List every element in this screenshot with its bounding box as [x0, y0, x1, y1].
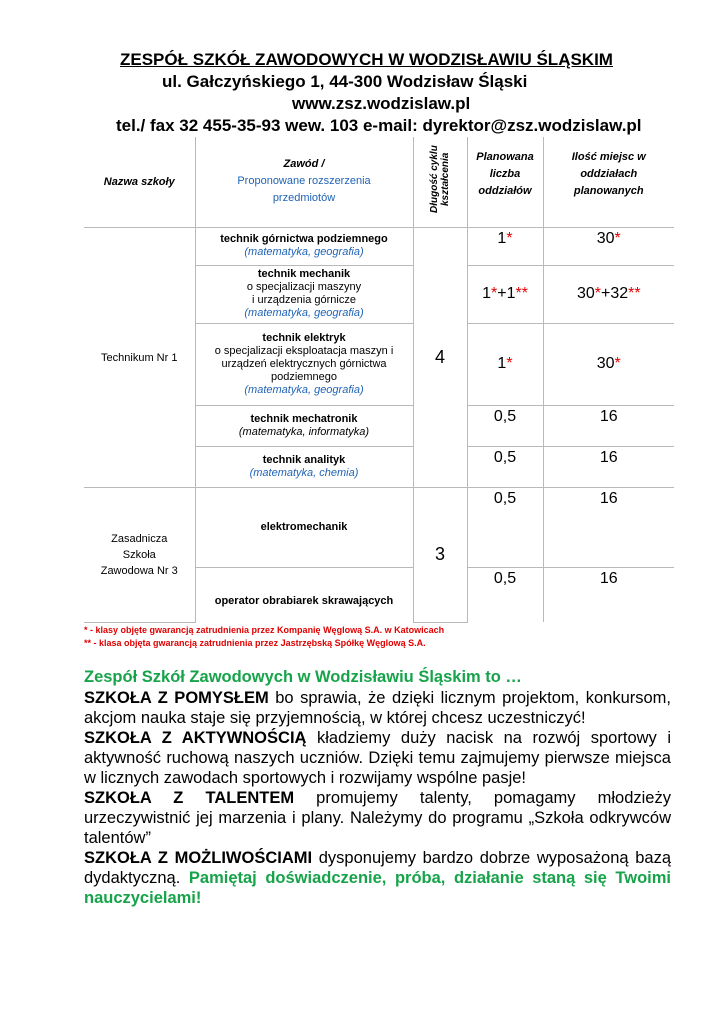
places-cell: 16	[543, 567, 674, 622]
schools-table	[84, 137, 674, 623]
col-header-classes: Planowana liczba oddziałów	[467, 137, 543, 227]
job-cell: elektromechanik	[195, 487, 413, 567]
job-cell: technik mechanik o specjalizacji maszyny i urządzenia górnicze (matematyka, geografia)	[195, 265, 413, 323]
job-cell: operator obrabiarek skrawających	[195, 567, 413, 622]
classes-cell: 1*	[467, 227, 543, 265]
col-header-job: Zawód / Proponowane rozszerzenia przedmiotów	[195, 137, 413, 227]
classes-cell: 1*+1**	[467, 265, 543, 323]
school-website[interactable]: www.zsz.wodzislaw.pl	[292, 94, 471, 113]
table-row	[84, 487, 674, 567]
school-technikum: Technikum Nr 1	[84, 227, 195, 487]
job-cell: technik elektryk o specjalizacji eksploatacja maszyn i urządzeń elektrycznych górnictwa podziemnego (matematyka, geografia)	[195, 323, 413, 405]
table-header-row	[84, 137, 674, 227]
col-header-school: Nazwa szkoły	[84, 137, 195, 227]
cycle-technikum: 4	[413, 227, 467, 487]
places-cell: 16	[543, 446, 674, 487]
school-address: ul. Gałczyńskiego 1, 44-300 Wodzisław Śląski	[162, 72, 528, 91]
places-cell: 30*+32**	[543, 265, 674, 323]
promo-paragraph: SZKOŁA Z TALENTEM promujemy talenty, pomagamy młodzieży urzeczywistnić jej marzenia i plany. Należymy do programu „Szkoła odkrywców talentów”	[84, 789, 671, 847]
classes-cell: 0,5	[467, 405, 543, 446]
places-cell: 16	[543, 405, 674, 446]
promo-text	[84, 688, 671, 908]
classes-cell: 0,5	[467, 487, 543, 567]
promo-paragraph: SZKOŁA Z MOŻLIWOŚCIAMI dysponujemy bardzo dobrze wyposażoną bazą dydaktyczną. Pamiętaj doświadczenie, próba, działanie staną się Twoimi nauczycielami!	[84, 849, 672, 907]
col-header-places: Ilość miejsc w oddziałach planowanych	[543, 137, 674, 227]
footnote-jsw: ** - klasa objęta gwarancją zatrudnienia przez Jastrzębską Spółkę Węglową S.A.	[84, 638, 426, 648]
col-header-cycle: Długość cyklu kształcenia	[413, 137, 467, 227]
places-cell: 30*	[543, 227, 674, 265]
classes-cell: 0,5	[467, 567, 543, 622]
school-name-heading: ZESPÓŁ SZKÓŁ ZAWODOWYCH W WODZISŁAWIU ŚLĄSKIM	[120, 50, 613, 69]
classes-cell: 0,5	[467, 446, 543, 487]
school-zasadnicza: Zasadnicza Szkoła Zawodowa Nr 3	[84, 487, 195, 622]
school-contact: tel./ fax 32 455-35-93 wew. 103 e-mail: dyrektor@zsz.wodzislaw.pl	[116, 116, 642, 135]
footnote-kompania: * - klasy objęte gwarancją zatrudnienia przez Kompanię Węglową S.A. w Katowicach	[84, 625, 445, 635]
table-row	[84, 227, 674, 265]
classes-cell: 1*	[467, 323, 543, 405]
cycle-zasadnicza: 3	[413, 487, 467, 622]
job-cell: technik mechatronik (matematyka, informatyka)	[195, 405, 413, 446]
places-cell: 16	[543, 487, 674, 567]
promo-title: Zespół Szkół Zawodowych w Wodzisławiu Śląskim to …	[84, 668, 522, 686]
job-cell: technik górnictwa podziemnego (matematyka, geografia)	[195, 227, 413, 265]
promo-paragraph: SZKOŁA Z AKTYWNOŚCIĄ kładziemy duży nacisk na rozwój sportowy i aktywność ruchową naszych uczniów. Dzięki temu zajmujemy pierwsze miejsca w licznych zawodach sportowych i rozwijamy wspólne pasje!	[84, 729, 671, 787]
promo-paragraph: SZKOŁA Z POMYSŁEM bo sprawia, że dzięki licznym projektom, konkursom, akcjom nauka staje się przyjemnością, w której chcesz uczestniczyć!	[84, 689, 671, 727]
places-cell: 30*	[543, 323, 674, 405]
job-cell: technik analityk (matematyka, chemia)	[195, 446, 413, 487]
